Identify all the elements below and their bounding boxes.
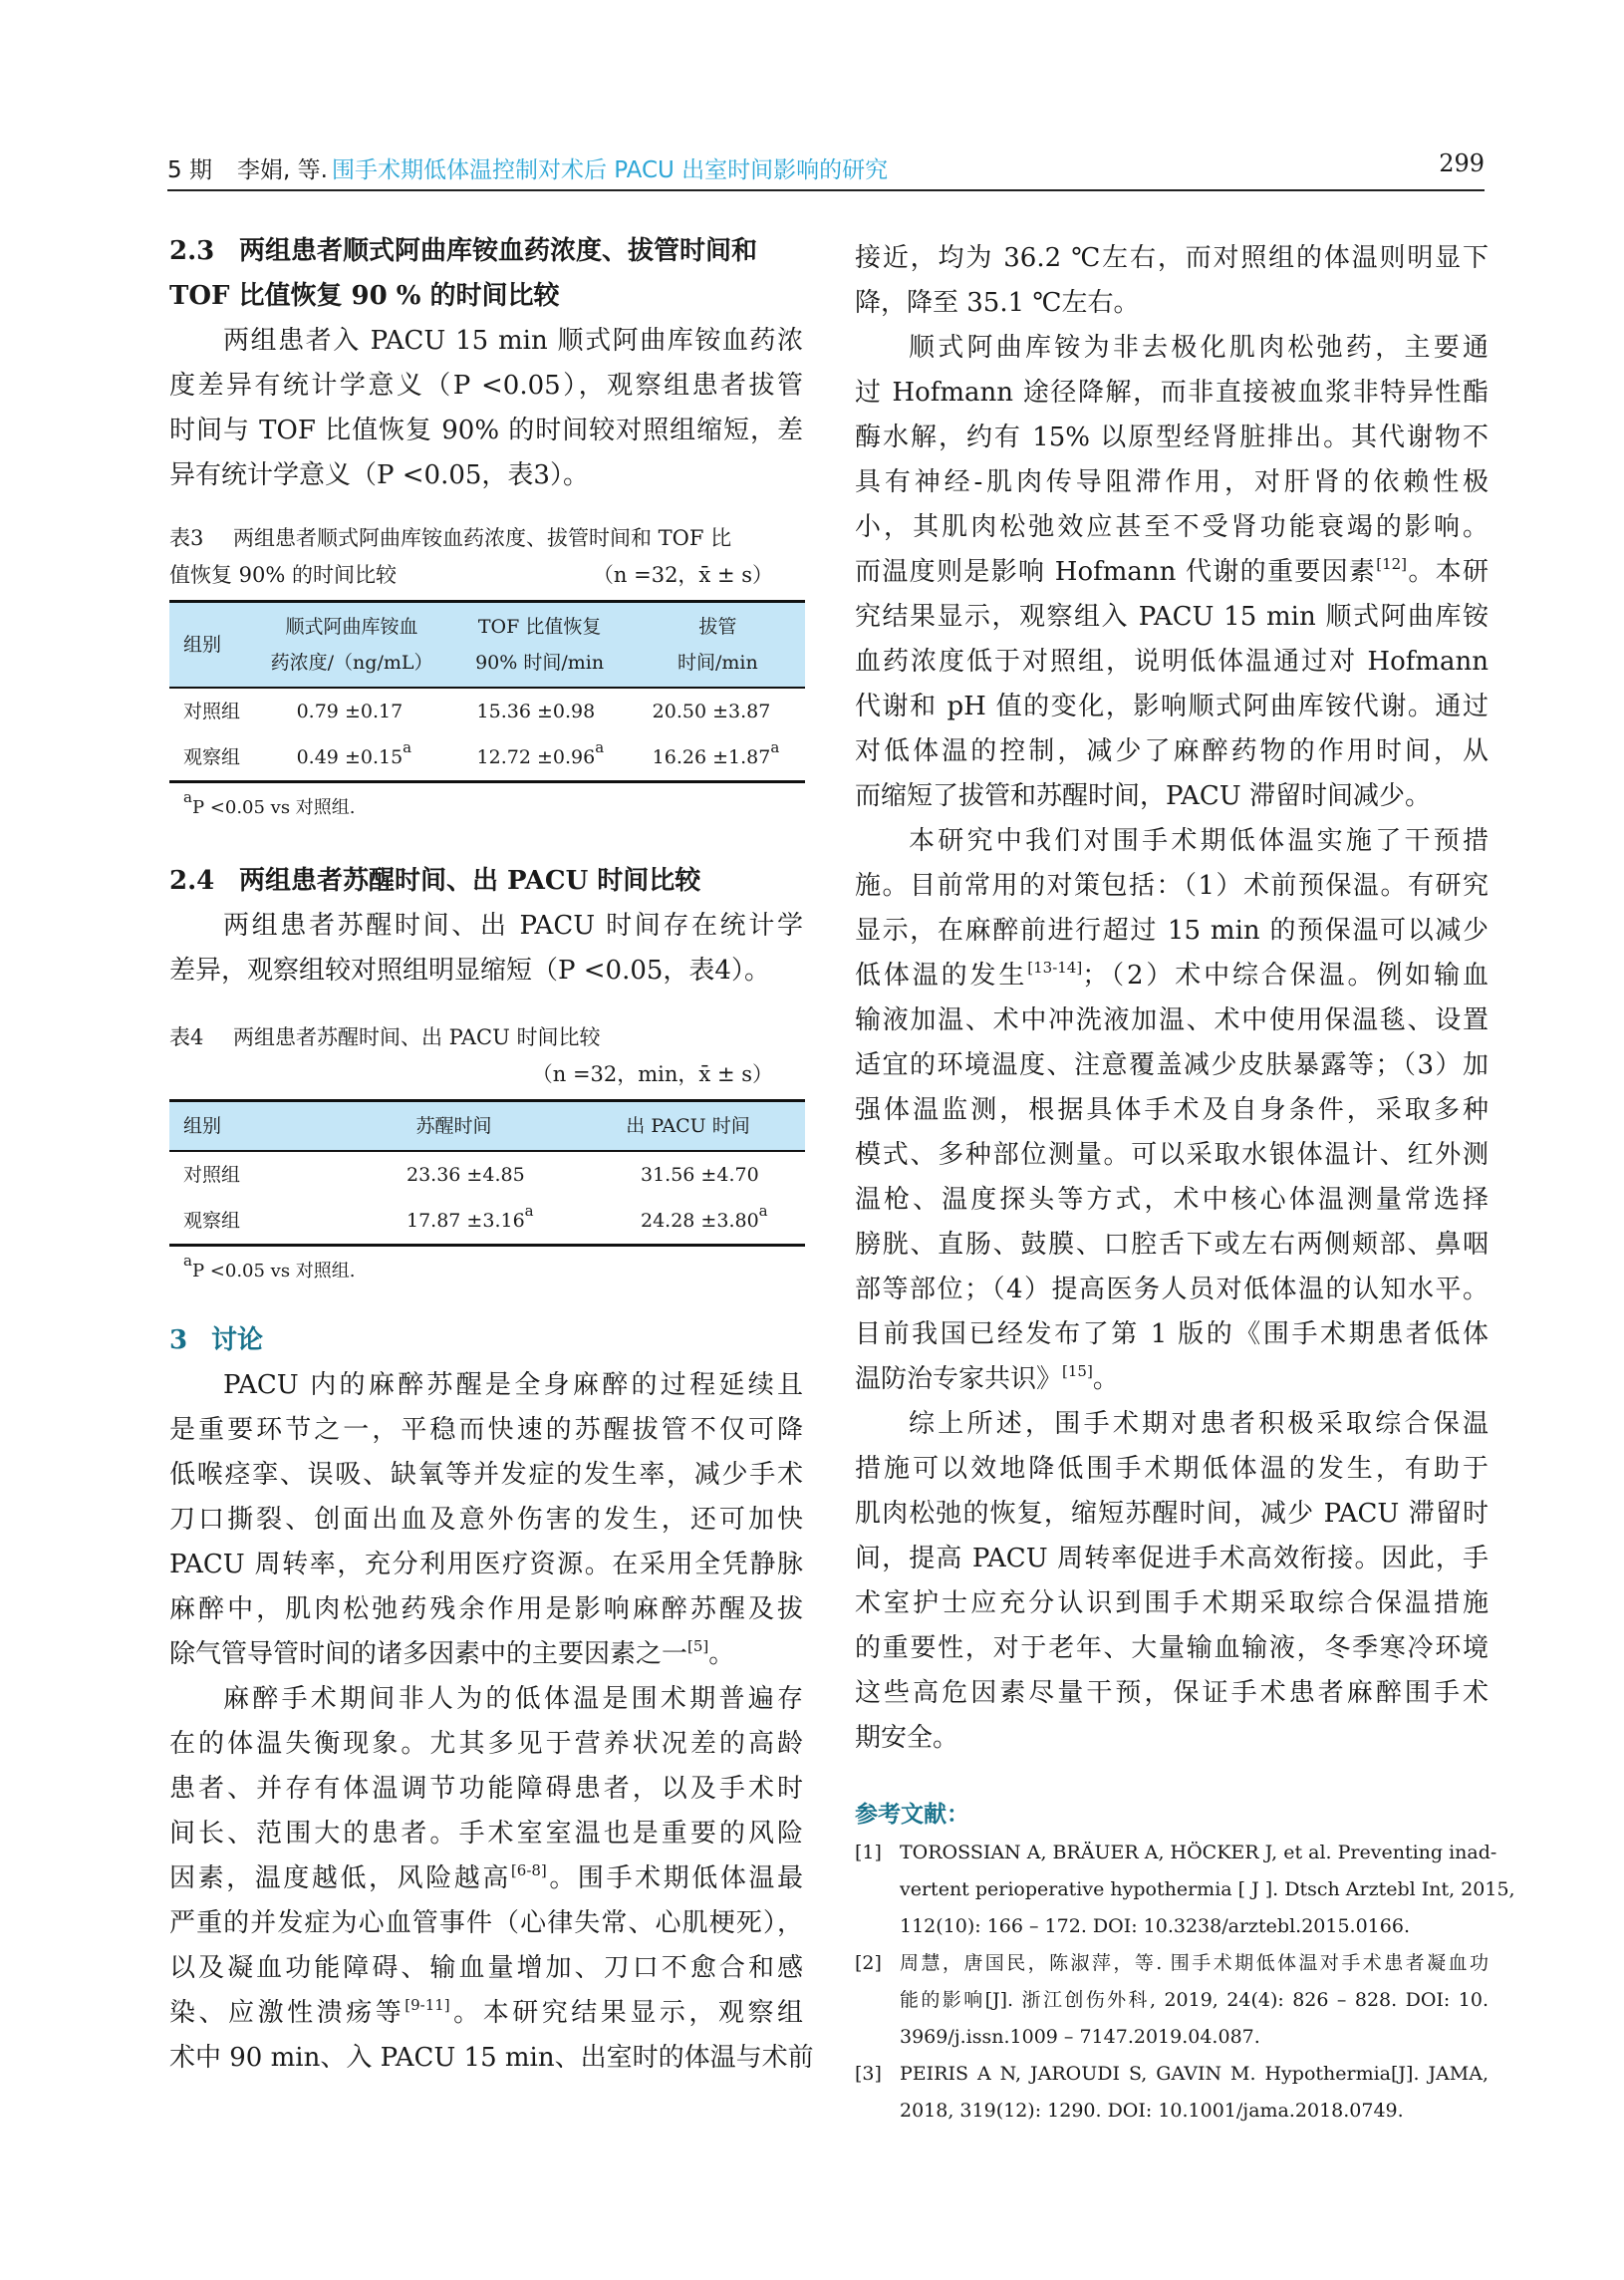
right-column [855,236,1515,2130]
reference-line: vertent perioperative hypothermia [ J ]. Dtsch Arztebl Int, 2015, [900,1878,1515,1900]
text: 染、应激性溃疡等 [169,1998,406,2028]
section-2-3-heading [169,229,803,274]
issue-number: 5 期 [167,157,212,183]
table-row [169,1198,805,1246]
table-4-footnote [169,1252,803,1286]
col-header-pacu-exit: 出 PACU 时间 [626,1115,750,1137]
header-line: 90% 时间/min [475,652,605,674]
value: 12.72 ±0.96 [476,746,596,768]
value: 20.50 ±3.87 [652,701,771,722]
text-line: 在的体温失衡现象。尤其多见于营养状况差的高龄 [169,1729,803,1759]
text-line [855,954,1489,998]
references-heading: 参考文献： [855,1802,969,1828]
reference-line: PEIRIS A N, JAROUDI S, GAVIN M. Hypothermia[J]. JAMA, [900,2063,1489,2085]
reference-number: [1] [855,1842,882,1863]
citation: [12] [1376,555,1408,573]
reference-item [855,1835,1515,1945]
value: 15.36 ±0.98 [476,701,596,722]
text-line: 小，其肌肉松弛效应甚至不受肾功能衰竭的影响。 [855,512,1489,542]
col-header-concentration [255,602,449,689]
text-line: 顺式阿曲库铵为非去极化肌肉松弛药，主要通 [909,333,1489,363]
text-line: 两组患者苏醒时间、出 PACU 时间存在统计学 [223,911,803,941]
text-line: 血药浓度低于对照组，说明低体温通过对 Hofmann [855,647,1489,677]
reference-line: 3969/j.issn.1009 – 7147.2019.04.087. [900,2026,1260,2048]
value: 16.26 ±1.87 [652,746,771,768]
reference-line: 能的影响[J]. 浙江创伤外科, 2019, 24(4): 826 – 828. DOI: 10. [900,1989,1489,2011]
text-line: 措施可以效地降低围手术期低体温的发生，有助于 [855,1454,1489,1484]
significance-mark: a [403,738,412,756]
header-line: 拔管 [698,616,737,638]
table-header-row [169,1101,805,1152]
col-header-awakening: 苏醒时间 [415,1115,492,1137]
reference-line: 周慧，唐国民，陈淑萍，等. 围手术期低体温对手术患者凝血功 [900,1952,1489,1974]
text-line: 综上所述，围手术期对患者积极采取综合保温 [909,1409,1489,1439]
text-line: 低喉痉挛、误吸、缺氧等并发症的发生率，减少手术 [169,1460,803,1490]
value: 23.36 ±4.85 [406,1164,525,1186]
text-line [169,1632,803,1677]
footnote-mark: a [183,788,192,806]
text-line: 严重的并发症为心血管事件（心律失常、心肌梗死）， [169,1908,803,1938]
text-line: 期安全。 [855,1723,959,1753]
footnote-text: P <0.05 vs 对照组. [191,797,356,818]
text-line [169,1991,803,2036]
significance-mark: a [770,738,780,756]
paragraph-interventions [855,819,1489,1402]
text-line: 术中 90 min、入 PACU 15 min、出室时的体温与术前 [169,2043,814,2073]
text-line: 而缩短了拔管和苏醒时间，PACU 滞留时间减少。 [855,781,1431,811]
header-line: 顺式阿曲库铵血 [285,616,418,638]
header-line: 时间/min [677,652,758,674]
text-line: 接近，均为 36.2 ℃左右，而对照组的体温则明显下 [855,243,1489,273]
text-line: 术室护士应充分认识到围手术期采取综合保温措施 [855,1588,1489,1618]
text-line: 输液加温、术中冲洗液加温、术中使用保温毯、设置 [855,1005,1489,1035]
text: 因素，温度越低，风险越高 [169,1863,511,1893]
stat-note: （n =32，x̄ ± s） [592,563,773,587]
text: 温防治专家共识》 [855,1364,1063,1394]
reference-item [855,1945,1489,2056]
text: 。本研 [1407,557,1489,587]
text-line: 间长、范围大的患者。手术室室温也是重要的风险 [169,1819,803,1849]
text-line: 度差异有统计学意义（P <0.05），观察组患者拔管 [169,371,803,401]
paragraph-conclusion [855,1402,1489,1761]
reference-list [855,1835,1515,2130]
text-line: 酶水解，约有 15% 以原型经肾脏排出。其代谢物不 [855,423,1489,452]
reference-item [855,2056,1489,2130]
text-line: 刀口撕裂、创面出血及意外伤害的发生，还可加快 [169,1505,803,1535]
table-row [169,734,805,782]
cell-value [337,1198,571,1246]
cell-group: 对照组 [183,701,241,722]
header-line: TOF 比值恢复 [477,616,602,638]
table-3-footnote [169,788,803,823]
text-line: 患者、并存有体温调节功能障碍患者，以及手术时 [169,1774,803,1804]
cell-value [631,688,805,734]
text: 而温度则是影响 Hofmann 代谢的重要因素 [855,557,1377,587]
text: 。 [708,1639,735,1669]
section-number: 3 [169,1325,188,1355]
left-column [169,229,814,2081]
text-line: 肌肉松弛的恢复，缩短苏醒时间，减少 PACU 滞留时 [855,1499,1489,1529]
text-line: 以及凝血功能障碍、输血量增加、刀口不愈合和感 [169,1953,803,1983]
cell-value [449,688,631,734]
text-line: 是重要环节之一，平稳而快速的苏醒拔管不仅可降 [169,1415,803,1445]
text-line: 降，降至 35.1 ℃左右。 [855,288,1140,318]
table-4 [169,1099,805,1247]
cell-value [449,734,631,782]
cell-value [337,1151,571,1198]
cell-group: 观察组 [183,746,241,768]
cell-group: 观察组 [183,1210,241,1232]
text-line: 差异，观察组较对照组明显缩短（P <0.05，表4）。 [169,956,770,986]
section-2-3-paragraph [169,319,803,498]
caption-text: 两组患者顺式阿曲库铵血药浓度、拔管时间和 TOF 比 [233,526,732,550]
reference-line: 112(10): 166 – 172. DOI: 10.3238/arztebl.2015.0166. [900,1915,1410,1937]
citation: [6-8] [510,1861,547,1879]
value: 31.56 ±4.70 [641,1164,759,1186]
text-line: 时间与 TOF 比值恢复 90% 的时间较对照组缩短，差 [169,416,803,445]
text-line [855,550,1489,595]
page-number: 299 [1439,149,1485,177]
caption-text: 值恢复 90% 的时间比较 [169,563,398,587]
table-4-caption [169,1019,803,1093]
value: 24.28 ±3.80 [641,1210,759,1232]
significance-mark: a [524,1202,534,1220]
section-3-heading [169,1318,803,1363]
running-header [167,147,1485,187]
text-line: 过 Hofmann 途径降解，而非直接被血浆非特异性酯 [855,378,1489,408]
section-number: 2.3 [169,236,215,266]
table-label: 表4 [169,1025,204,1049]
cell-value [255,688,449,734]
citation: [15] [1062,1362,1093,1380]
text-line: 施。目前常用的对策包括：（1）术前预保温。有研究 [855,871,1489,901]
paragraph-cisatracurium [855,326,1489,819]
section-title: 两组患者苏醒时间、出 PACU 时间比较 [239,866,701,896]
col-header-extubation [631,602,805,689]
table-label: 表3 [169,526,204,550]
reference-number: [3] [855,2063,882,2085]
table-3 [169,600,805,783]
text-line: 对低体温的控制，减少了麻醉药物的作用时间，从 [855,736,1489,766]
footnote-mark: a [183,1252,192,1270]
table-header-row [169,602,805,689]
text-line: 具有神经-肌肉传导阻滞作用，对肝肾的依赖性极 [855,467,1489,497]
stat-note: （n =32，min，x̄ ± s） [531,1062,773,1086]
footnote-text: P <0.05 vs 对照组. [191,1261,356,1282]
text-line: 这些高危因素尽量干预，保证手术患者麻醉围手术 [855,1678,1489,1708]
text: 除气管导管时间的诸多因素中的主要因素之一 [169,1639,688,1669]
text-line: PACU 内的麻醉苏醒是全身麻醉的过程延续且 [223,1370,803,1400]
discussion-paragraph-1 [169,1363,803,1677]
text-line: 温枪、温度探头等方式，术中核心体温测量常选择 [855,1185,1489,1215]
section-2-3-heading-line2: TOF 比值恢复 90 % 的时间比较 [169,281,560,311]
text: 低体温的发生 [855,961,1028,991]
col-header-group: 组别 [183,634,222,656]
cell-value [631,734,805,782]
text-line [855,1357,1489,1402]
cell-value [571,1198,805,1246]
text: 。本研究结果显示，观察组 [449,1998,803,2028]
col-header-tof [449,602,631,689]
citation: [5] [687,1637,709,1655]
table-row [169,688,805,734]
text-line: 代谢和 pH 值的变化，影响顺式阿曲库铵代谢。通过 [855,692,1489,721]
reference-line: 2018, 319(12): 1290. DOI: 10.1001/jama.2018.0749. [900,2100,1404,2122]
significance-mark: a [758,1202,768,1220]
value: 0.79 ±0.17 [296,701,404,722]
text: 。 [1092,1364,1119,1394]
cell-value [571,1151,805,1198]
section-title-line1: 两组患者顺式阿曲库铵血药浓度、拔管时间和 [239,236,758,266]
value: 0.49 ±0.15 [296,746,404,768]
table-3-caption [169,520,803,594]
value: 17.87 ±3.16 [406,1210,525,1232]
author-names: 李娟, 等. [237,157,328,183]
text: ；（2）术中综合保温。例如输血 [1082,961,1489,991]
text-line: 适宜的环境温度、注意覆盖减少皮肤暴露等；（3）加 [855,1050,1489,1080]
text-line: 的重要性，对于老年、大量输血输液，冬季寒冷环境 [855,1633,1489,1663]
text-line: 本研究中我们对围手术期低体温实施了干预措 [909,826,1489,856]
reference-line: TOROSSIAN A, BRÄUER A, HÖCKER J, et al. Preventing inad- [900,1842,1497,1863]
text: 。围手术期低体温最 [546,1863,803,1893]
text-line: 模式、多种部位测量。可以采取水银体温计、红外测 [855,1140,1489,1170]
header-rule [167,189,1485,191]
text-line: 目前我国已经发布了第 1 版的《围手术期患者低体 [855,1319,1489,1349]
cell-group: 对照组 [183,1164,241,1186]
col-header-group: 组别 [183,1115,222,1137]
text-line: PACU 周转率，充分利用医疗资源。在采用全凭静脉 [169,1550,803,1579]
text-line: 两组患者入 PACU 15 min 顺式阿曲库铵血药浓 [223,326,803,356]
table-row [169,1151,805,1198]
text-line: 部等部位；（4）提高医务人员对低体温的认知水平。 [855,1275,1489,1304]
discussion-paragraph-2 [169,1677,814,2081]
citation: [13-14] [1027,959,1083,977]
section-2-4-paragraph [169,904,803,994]
header-line: 药浓度/（ng/mL） [270,652,433,674]
section-number: 2.4 [169,866,215,896]
section-2-4-heading [169,859,803,904]
caption-text: 两组患者苏醒时间、出 PACU 时间比较 [233,1025,601,1049]
reference-number: [2] [855,1952,882,1974]
running-title: 围手术期低体温控制对术后 PACU 出室时间影响的研究 [331,157,889,183]
text-line: 显示，在麻醉前进行超过 15 min 的预保温可以减少 [855,916,1489,946]
text-line: 膀胱、直肠、鼓膜、口腔舌下或左右两侧颊部、鼻咽 [855,1230,1489,1260]
citation: [9-11] [405,1996,450,2014]
text-line: 麻醉手术期间非人为的低体温是围术期普遍存 [223,1684,803,1714]
header-authors [237,151,888,184]
text-line [169,1856,803,1901]
text-line: 间，提高 PACU 周转率促进手术高效衔接。因此，手 [855,1544,1489,1573]
text-line: 麻醉中，肌肉松弛药残余作用是影响麻醉苏醒及拔 [169,1594,803,1624]
cell-value [255,734,449,782]
text-line: 究结果显示，观察组入 PACU 15 min 顺式阿曲库铵 [855,602,1489,632]
text-line: 异有统计学意义（P <0.05，表3）。 [169,460,589,490]
section-title: 讨论 [211,1325,264,1355]
significance-mark: a [595,738,605,756]
text-line: 强体温监测，根据具体手术及自身条件，采取多种 [855,1095,1489,1125]
continued-paragraph [855,236,1489,326]
